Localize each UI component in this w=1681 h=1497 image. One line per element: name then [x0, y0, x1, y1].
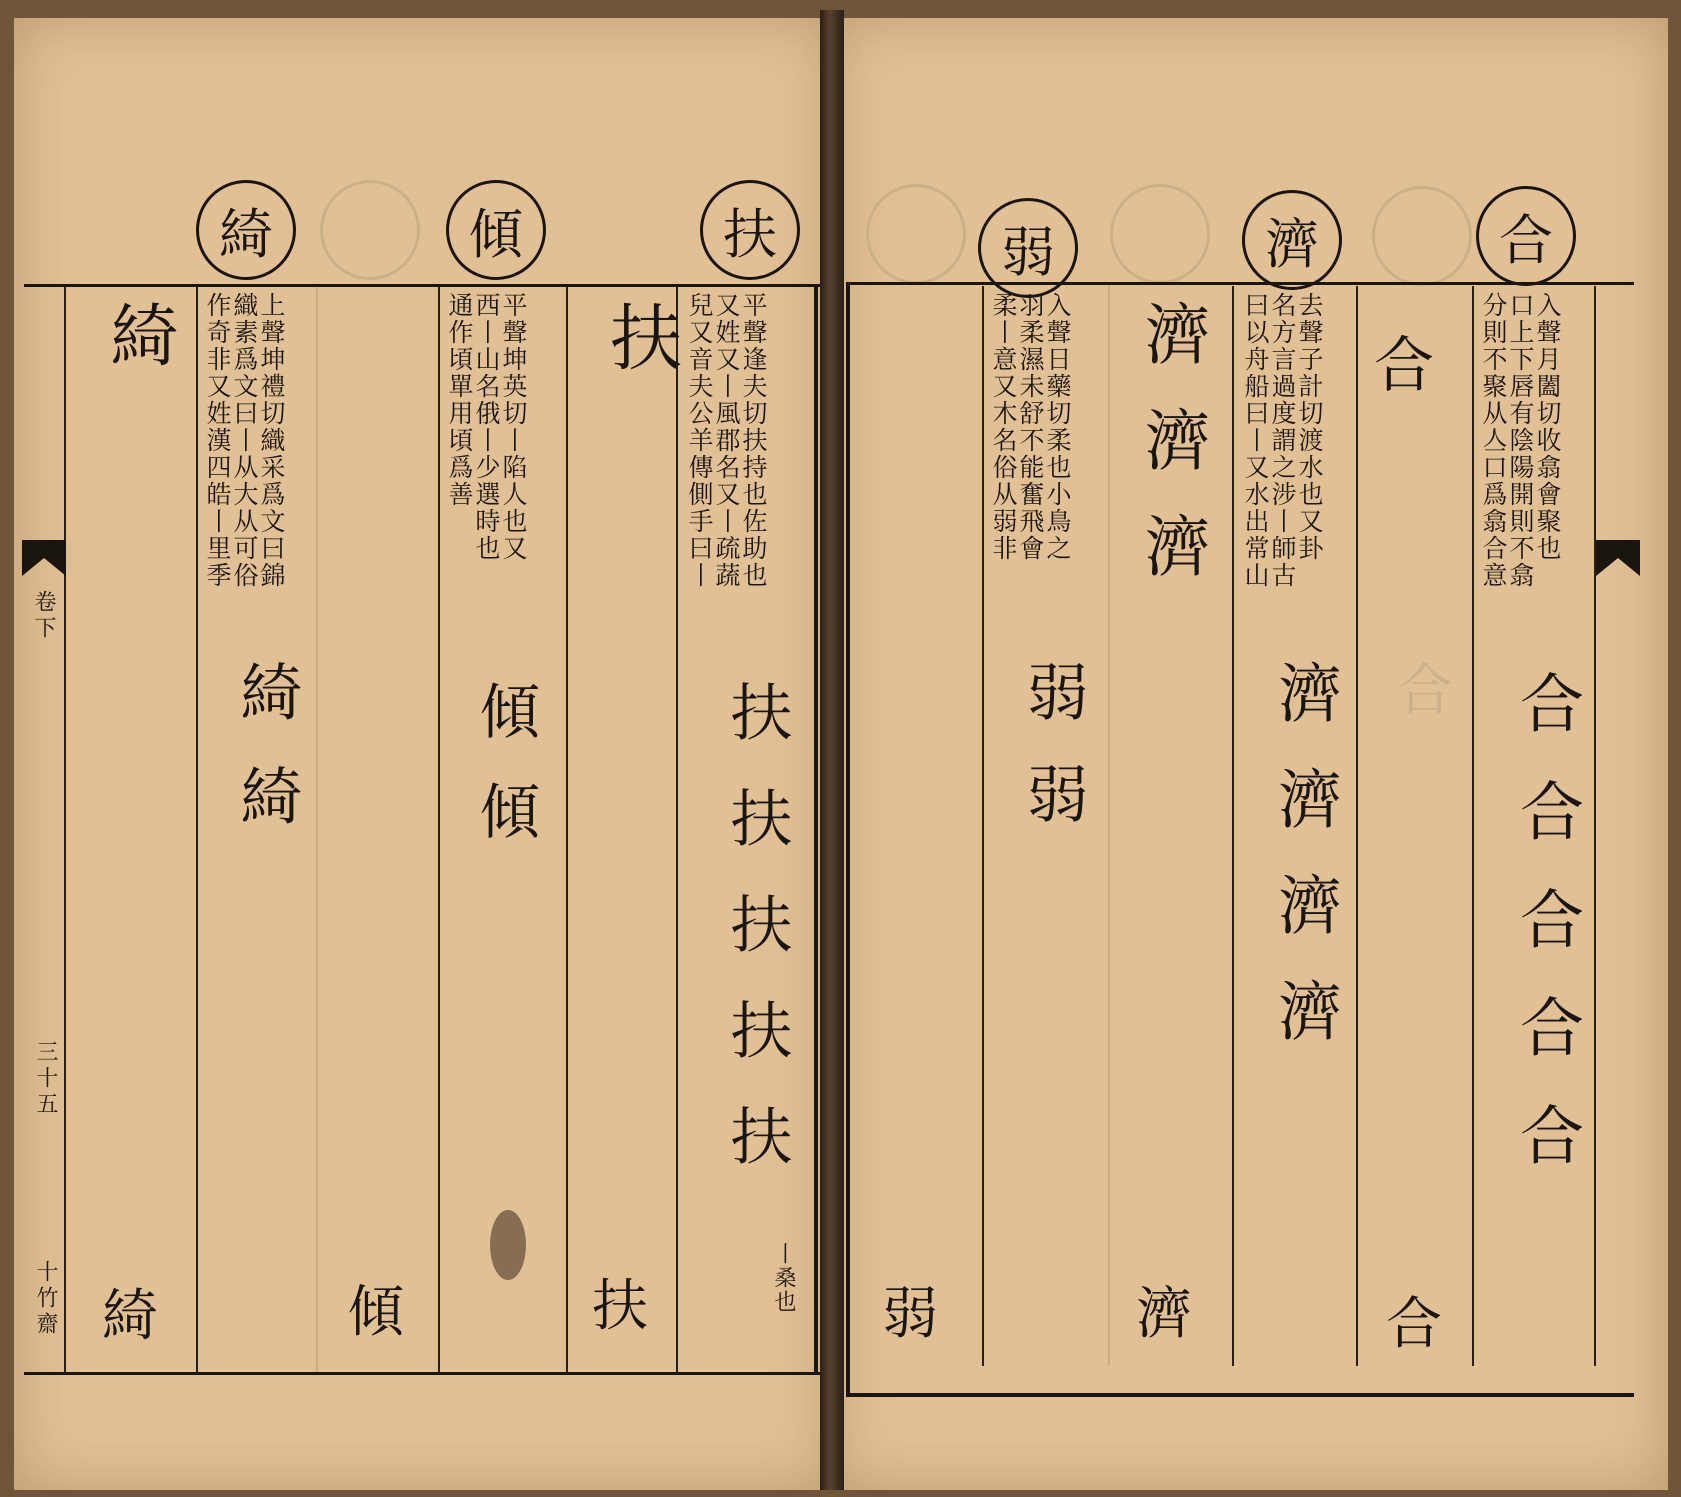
column-line	[1356, 286, 1358, 1366]
definition-line: 通作頃單用頃爲善	[445, 292, 474, 508]
variant-glyph: 傾	[470, 680, 540, 780]
variant-glyphs-fu	[712, 680, 801, 1210]
definition-line: 分則不聚从亼口爲翕合意	[1479, 292, 1508, 589]
definition-qing	[446, 292, 527, 652]
definition-ruo	[990, 292, 1071, 642]
column-line	[438, 287, 440, 1372]
seal-glyphs-ji	[1124, 300, 1219, 618]
definition-qi	[204, 292, 285, 652]
lower-glyph-ji: 濟	[1136, 1282, 1192, 1347]
variant-glyph: 弱	[1016, 660, 1089, 762]
seal-glyph-fu: 扶	[598, 300, 682, 414]
headword-circle-ji	[1242, 190, 1342, 290]
definition-line: 西丨山名俄丨少選時也	[472, 292, 501, 562]
variant-glyph: 扶	[720, 1104, 793, 1210]
seal-glyph-he-small: 合	[1374, 331, 1434, 401]
column-line	[1594, 286, 1596, 1366]
fishtail-mark	[1596, 540, 1640, 580]
variant-glyph: 合	[1509, 778, 1583, 886]
bottom-margin-label: 十竹齋	[33, 1260, 58, 1338]
definition-line: 柔丨意又木名俗从弱非	[989, 292, 1018, 562]
definition-line: 口上下唇有陰陽開則不翕	[1506, 292, 1535, 589]
variant-glyph: 弱	[1016, 762, 1089, 864]
margin-line	[64, 287, 66, 1372]
faint-circle	[1110, 184, 1210, 284]
variant-glyph: 合	[1509, 994, 1583, 1102]
headword-fu: 扶	[723, 202, 777, 266]
variant-glyph: 濟	[1267, 660, 1341, 766]
headword-circle-qing	[446, 180, 546, 280]
headword-ji: 濟	[1265, 212, 1319, 276]
variant-glyph: 綺	[230, 764, 303, 868]
definition-line: 羽柔濕未舒不能奮飛會	[1016, 292, 1045, 562]
seal-glyph: 濟	[1133, 300, 1210, 406]
column-line	[196, 287, 198, 1372]
column-line	[982, 286, 984, 1366]
lower-glyph-qi: 綺	[102, 1284, 158, 1349]
definition-ji	[1242, 292, 1323, 642]
ink-stain	[490, 1210, 526, 1280]
definition-line: 又姓又丨風郡名又丨疏蔬	[712, 292, 741, 589]
definition-line: 去聲子計切渡水也又卦	[1295, 292, 1324, 562]
bottom-rule-left	[24, 1372, 820, 1375]
definition-line: 入聲日藥切柔也小鳥之	[1043, 292, 1072, 562]
variant-glyphs-he	[1500, 670, 1592, 1210]
variant-glyph: 扶	[720, 998, 793, 1104]
fishtail-mark	[22, 540, 66, 580]
definition-line: 平聲坤英切丨陷人也又	[499, 292, 528, 562]
variant-glyphs-ruo	[1008, 660, 1097, 864]
headword-circle-he	[1476, 186, 1576, 286]
headword-ruo: 弱	[1001, 220, 1055, 284]
variant-glyph: 綺	[230, 660, 303, 764]
definition-line: 上聲坤禮切織采爲文曰錦	[257, 292, 286, 589]
definition-line: 兒又音夫公羊傳側手曰丨	[685, 292, 714, 589]
variant-glyphs-qi	[222, 660, 311, 868]
variant-glyph: 扶	[720, 786, 793, 892]
book-gutter	[820, 10, 844, 1490]
variant-glyphs-qing	[462, 680, 548, 880]
definition-line: 織素爲文曰丨从大从可俗	[230, 292, 259, 589]
variant-glyph: 濟	[1267, 766, 1341, 872]
headword-he: 合	[1499, 208, 1553, 272]
faint-circle	[1372, 186, 1472, 286]
column-line	[1232, 286, 1234, 1366]
variant-glyph: 濟	[1267, 872, 1341, 978]
faint-circle	[320, 180, 420, 280]
definition-he	[1480, 292, 1561, 642]
headword-qi: 綺	[219, 202, 273, 266]
definition-fu	[686, 292, 767, 652]
volume-label: 卷下	[31, 590, 56, 642]
headword-circle-fu	[700, 180, 800, 280]
column-line	[1108, 286, 1110, 1366]
column-line	[566, 287, 568, 1372]
top-rule-left	[24, 284, 820, 287]
bleed-through-glyphs: 合	[1388, 660, 1453, 776]
definition-line: 平聲逢夫切扶持也佐助也	[739, 292, 768, 589]
variant-glyph: 合	[1509, 1102, 1583, 1210]
definition-line: 入聲月闔切收翕會聚也	[1533, 292, 1562, 562]
column-line	[1472, 286, 1474, 1366]
lower-glyph-he: 合	[1386, 1292, 1442, 1357]
faint-circle	[866, 184, 966, 284]
definition-line: 作奇非又姓漢四皓丨里季	[203, 292, 232, 589]
note-fu: 丨桑也	[771, 1242, 796, 1314]
seal-glyph: 濟	[1133, 512, 1210, 618]
lower-glyph-ruo: 弱	[882, 1282, 938, 1347]
variant-glyph: 扶	[720, 892, 793, 998]
seal-glyph: 濟	[1133, 406, 1210, 512]
seal-glyph-qi: 綺	[99, 300, 178, 410]
column-line	[316, 287, 318, 1372]
variant-glyph: 合	[1509, 886, 1583, 994]
column-line	[814, 287, 818, 1372]
column-line	[676, 287, 678, 1372]
variant-glyphs-ji	[1258, 660, 1350, 1084]
definition-line: 名方言過度謂之涉丨師古	[1268, 292, 1297, 589]
headword-qing: 傾	[469, 202, 523, 266]
lower-glyph-fu: 扶	[592, 1274, 648, 1339]
variant-glyph: 濟	[1267, 978, 1341, 1084]
definition-line: 曰以舟船曰丨又水出常山	[1241, 292, 1270, 589]
lower-glyph-qing: 傾	[348, 1280, 404, 1345]
variant-glyph: 合	[1509, 670, 1583, 778]
variant-glyph: 傾	[470, 780, 540, 880]
variant-glyph: 扶	[720, 680, 793, 786]
headword-circle-qi	[196, 180, 296, 280]
folio-number: 三十五	[33, 1040, 58, 1118]
